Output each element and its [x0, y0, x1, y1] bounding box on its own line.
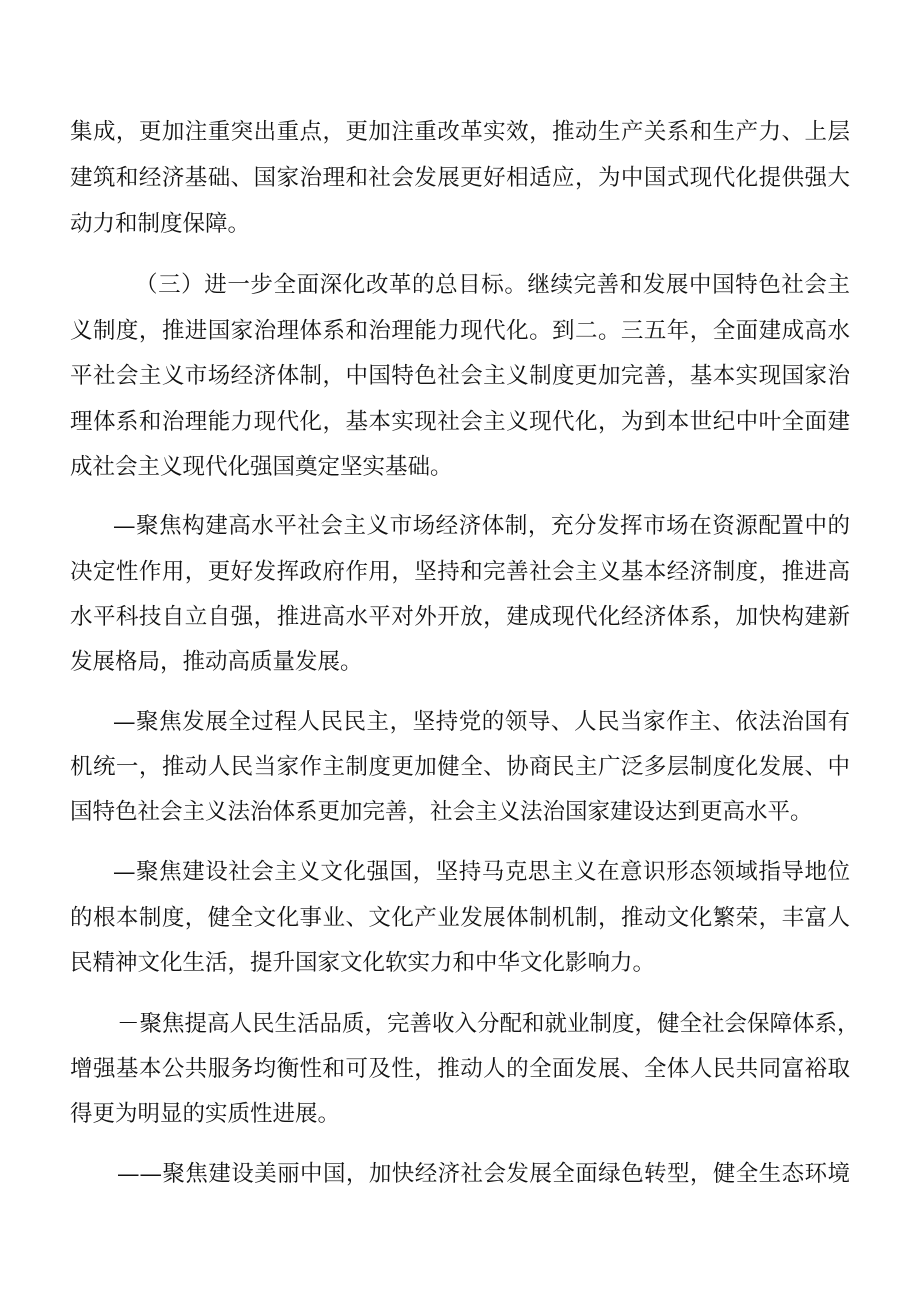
paragraph-line: 建筑和经济基础、国家治理和社会发展更好相适应，为中国式现代化提供强大 — [70, 165, 850, 191]
section-heading-line: （三）进一步全面深化改革的总目标。继续完善和发展中国特色社会主 — [135, 272, 850, 298]
paragraph-line: 机统一，推动人民当家作主制度更加健全、协商民主广泛多层制度化发展、中 — [70, 754, 850, 780]
paragraph-line: 集成，更加注重突出重点，更加注重改革实效，推动生产关系和生产力、上层 — [70, 119, 850, 145]
bullet-paragraph-line: ——聚焦建设美丽中国，加快经济社会发展全面绿色转型，健全生态环境 — [117, 1161, 850, 1187]
bullet-paragraph-line: —聚焦构建高水平社会主义市场经济体制，充分发挥市场在资源配置中的 — [113, 513, 850, 539]
paragraph-line: 增强基本公共服务均衡性和可及性，推动人的全面发展、全体人民共同富裕取 — [70, 1056, 850, 1082]
paragraph-line: 理体系和治理能力现代化，基本实现社会主义现代化，为到本世纪中叶全面建 — [70, 409, 850, 435]
paragraph-line: 义制度，推进国家治理体系和治理能力现代化。到二。三五年，全面建成高水 — [70, 318, 850, 344]
paragraph-line: 民精神文化生活，提升国家文化软实力和中华文化影响力。 — [70, 950, 656, 976]
paragraph-line: 动力和制度保障。 — [70, 211, 251, 237]
paragraph-line: 发展格局，推动高质量发展。 — [70, 649, 363, 675]
bullet-paragraph-line: —聚焦建设社会主义文化强国，坚持马克思主义在意识形态领域指导地位 — [113, 859, 850, 885]
paragraph-line: 得更为明显的实质性进展。 — [70, 1101, 341, 1127]
paragraph-line: 成社会主义现代化强国奠定坚实基础。 — [70, 454, 453, 480]
paragraph-line: 平社会主义市场经济体制，中国特色社会主义制度更加完善，基本实现国家治 — [70, 363, 850, 389]
paragraph-line: 决定性作用，更好发挥政府作用，坚持和完善社会主义基本经济制度，推进高 — [70, 559, 850, 585]
paragraph-line: 水平科技自立自强，推进高水平对外开放，建成现代化经济体系，加快构建新 — [70, 604, 850, 630]
bullet-paragraph-line: －聚焦提高人民生活品质，完善收入分配和就业制度，健全社会保障体系， — [117, 1011, 860, 1037]
paragraph-line: 国特色社会主义法治体系更加完善，社会主义法治国家建设达到更高水平。 — [70, 799, 813, 825]
paragraph-line: 的根本制度，健全文化事业、文化产业发展体制机制，推动文化繁荣，丰富人 — [70, 905, 850, 931]
bullet-paragraph-line: —聚焦发展全过程人民民主，坚持党的领导、人民当家作主、依法治国有 — [113, 709, 850, 735]
